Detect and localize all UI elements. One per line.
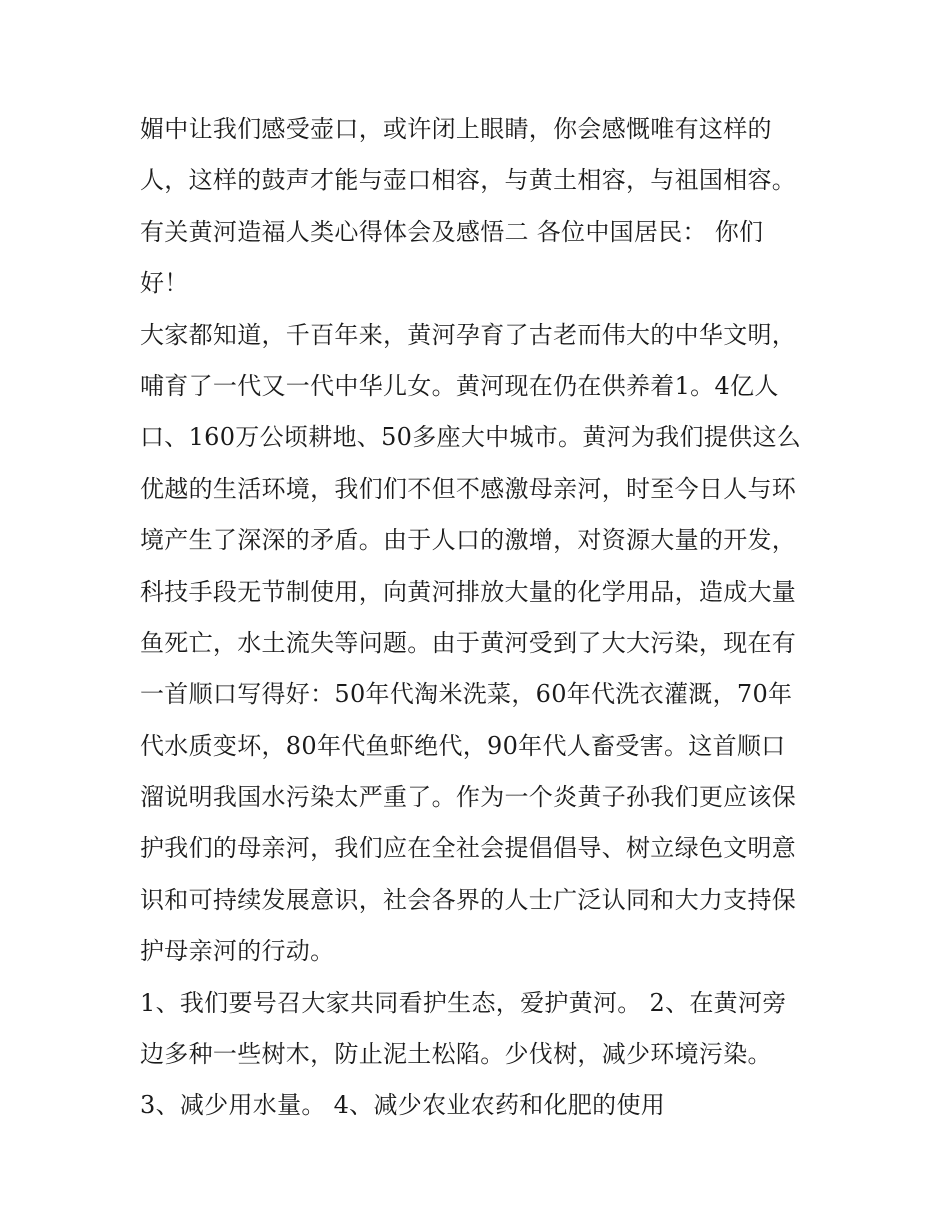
text-line: 境产生了深深的矛盾。由于人口的激增，对资源大量的开发，	[140, 526, 797, 555]
text-line: 人，这样的鼓声才能与壶口相容，与黄土相容，与祖国相容。	[140, 166, 797, 195]
text-line: 大家都知道，千百年来，黄河孕育了古老而伟大的中华文明，	[140, 320, 797, 349]
text-line: 媚中让我们感受壶口，或许闭上眼睛，你会感慨唯有这样的	[140, 115, 772, 143]
text-line: 优越的生活环境，我们们不但不感激母亲河，时至今日人与环	[140, 474, 797, 503]
text-line: 口、160万公顷耕地、50多座大中城市。黄河为我们提供这么	[140, 423, 802, 452]
text-line: 哺育了一代又一代中华儿女。黄河现在仍在供养着1。4亿人	[140, 371, 779, 400]
text-line: 鱼死亡，水土流失等问题。由于黄河受到了大大污染，现在有	[140, 628, 797, 657]
text-line: 3、减少用水量。 4、减少农业农药和化肥的使用	[140, 1091, 666, 1120]
text-line: 一首顺口写得好：50年代淘米洗菜，60年代洗衣灌溉，70年	[140, 680, 793, 709]
text-line: 边多种一些树木，防止泥土松陷。少伐树，减少环境污染。	[140, 1040, 772, 1069]
text-line: 代水质变坏，80年代鱼虾绝代，90年代人畜受害。这首顺口	[140, 731, 786, 760]
text-line: 有关黄河造福人类心得体会及感悟二 各位中国居民： 你们	[140, 217, 764, 246]
text-line: 护我们的母亲河，我们应在全社会提倡倡导、树立绿色文明意	[140, 834, 797, 863]
text-line: 好！	[140, 269, 189, 298]
body-text	[140, 104, 830, 1132]
text-line: 溜说明我国水污染太严重了。作为一个炎黄子孙我们更应该保	[140, 783, 797, 812]
text-line: 科技手段无节制使用，向黄河排放大量的化学用品，造成大量	[140, 577, 797, 606]
text-line: 护母亲河的行动。	[140, 937, 335, 966]
text-line: 识和可持续发展意识，社会各界的人士广泛认同和大力支持保	[140, 885, 797, 914]
text-line: 1、我们要号召大家共同看护生态，爱护黄河。 2、在黄河旁	[140, 988, 787, 1017]
